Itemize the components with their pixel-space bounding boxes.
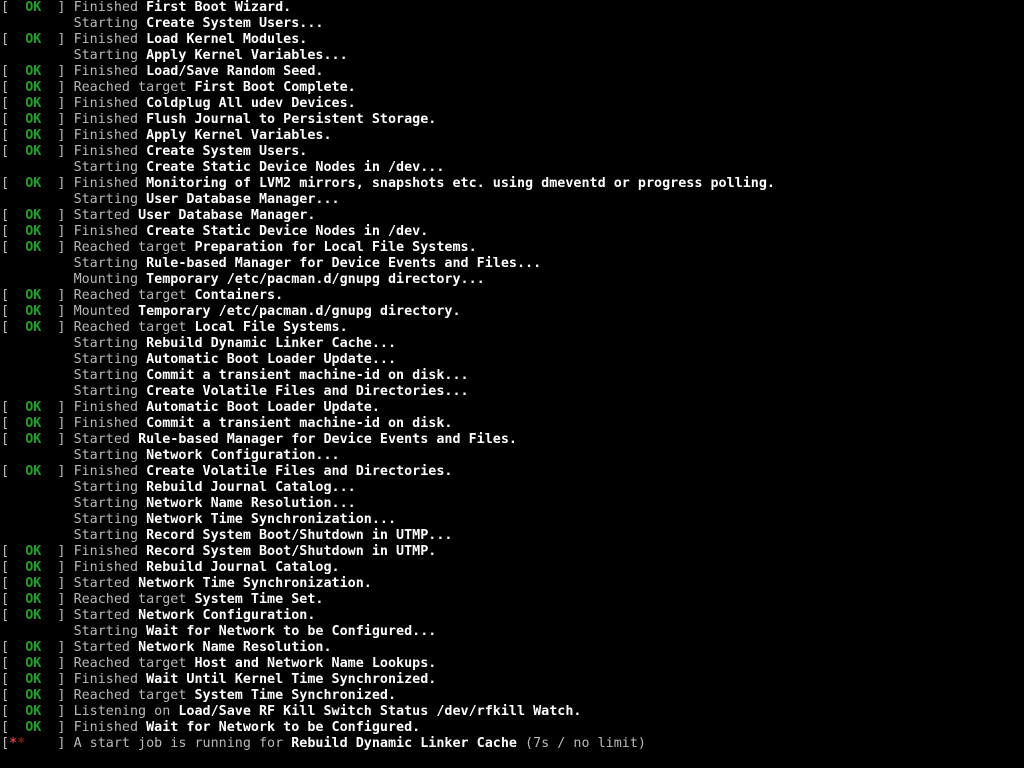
status-bracket-open: [ bbox=[1, 720, 26, 735]
status-ok-label: OK bbox=[25, 656, 42, 671]
unit-name: Network Time Synchronization. bbox=[138, 576, 372, 591]
unit-name: Wait for Network to be Configured... bbox=[146, 624, 437, 639]
status-bracket-close: ] bbox=[41, 592, 74, 607]
status-bracket-close: ] bbox=[41, 320, 74, 335]
boot-log-line bbox=[1, 448, 1024, 464]
log-verb: Finished bbox=[73, 400, 147, 415]
log-verb: Starting bbox=[73, 528, 147, 543]
log-verb: Finished bbox=[73, 0, 147, 15]
log-verb: Mounted bbox=[73, 304, 139, 319]
unit-name: System Time Set. bbox=[194, 592, 324, 607]
log-verb: Finished bbox=[73, 176, 147, 191]
log-verb: Mounting bbox=[73, 272, 147, 287]
unit-name: Network Configuration... bbox=[146, 448, 340, 463]
status-bracket-close: ] bbox=[41, 144, 74, 159]
boot-log-line bbox=[1, 736, 1024, 752]
status-bracket-open: [ bbox=[1, 320, 26, 335]
status-indent bbox=[1, 352, 74, 367]
boot-log-line bbox=[1, 192, 1024, 208]
status-bracket-close: ] bbox=[41, 176, 74, 191]
unit-name: Load/Save Random Seed. bbox=[146, 64, 324, 79]
boot-log-line bbox=[1, 32, 1024, 48]
boot-log-line bbox=[1, 96, 1024, 112]
unit-name: Rebuild Journal Catalog... bbox=[146, 480, 356, 495]
boot-log-line bbox=[1, 336, 1024, 352]
log-verb: Finished bbox=[73, 672, 147, 687]
status-bracket-open: [ bbox=[1, 240, 26, 255]
unit-name: Network Name Resolution. bbox=[138, 640, 332, 655]
status-indent bbox=[1, 384, 74, 399]
status-indent bbox=[1, 480, 74, 495]
boot-log-line bbox=[1, 16, 1024, 32]
log-verb: Started bbox=[73, 640, 139, 655]
status-bracket-close: ] bbox=[41, 640, 74, 655]
boot-log-line bbox=[1, 208, 1024, 224]
boot-log-line bbox=[1, 608, 1024, 624]
log-verb: Starting bbox=[73, 368, 147, 383]
boot-log-line bbox=[1, 48, 1024, 64]
unit-name: Create Volatile Files and Directories... bbox=[146, 384, 469, 399]
status-bracket-open: [ bbox=[1, 464, 26, 479]
boot-log-line bbox=[1, 288, 1024, 304]
status-bracket-close: ] bbox=[41, 304, 74, 319]
status-bracket-open: [ bbox=[1, 176, 26, 191]
boot-log-line bbox=[1, 368, 1024, 384]
boot-log-line bbox=[1, 256, 1024, 272]
boot-log-line bbox=[1, 144, 1024, 160]
spinner-asterisk-dim: * bbox=[17, 736, 26, 751]
status-ok-label: OK bbox=[25, 112, 42, 127]
unit-name: User Database Manager... bbox=[146, 192, 340, 207]
log-verb: A start job is running for bbox=[73, 736, 292, 751]
spinner-asterisk-bright: * bbox=[9, 736, 18, 751]
log-verb: Reached target bbox=[73, 80, 195, 95]
boot-log-line bbox=[1, 496, 1024, 512]
status-bracket-open: [ bbox=[1, 432, 26, 447]
unit-name: Monitoring of LVM2 mirrors, snapshots etc. using dmeventd or progress polling. bbox=[146, 176, 775, 191]
status-indent bbox=[1, 368, 74, 383]
boot-log-line bbox=[1, 112, 1024, 128]
boot-log-line bbox=[1, 128, 1024, 144]
log-verb: Starting bbox=[73, 16, 147, 31]
status-bracket-close: ] bbox=[41, 464, 74, 479]
status-bracket-open: [ bbox=[1, 304, 26, 319]
log-verb: Starting bbox=[73, 480, 147, 495]
unit-name: Rebuild Dynamic Linker Cache bbox=[291, 736, 517, 751]
unit-name: System Time Synchronized. bbox=[194, 688, 397, 703]
status-bracket-close: ] bbox=[41, 672, 74, 687]
status-bracket-close: ] bbox=[41, 704, 74, 719]
status-ok-label: OK bbox=[25, 592, 42, 607]
unit-name: First Boot Complete. bbox=[194, 80, 356, 95]
status-indent bbox=[1, 336, 74, 351]
boot-log-line bbox=[1, 384, 1024, 400]
boot-log-line bbox=[1, 160, 1024, 176]
status-bracket-open: [ bbox=[1, 576, 26, 591]
status-bracket-close: ] bbox=[41, 128, 74, 143]
boot-log-line bbox=[1, 416, 1024, 432]
status-bracket-open: [ bbox=[1, 704, 26, 719]
boot-log-line bbox=[1, 560, 1024, 576]
status-ok-label: OK bbox=[25, 96, 42, 111]
status-indent bbox=[1, 624, 74, 639]
status-ok-label: OK bbox=[25, 0, 42, 15]
status-bracket-close: ] bbox=[41, 400, 74, 415]
boot-log-line bbox=[1, 688, 1024, 704]
unit-name: Preparation for Local File Systems. bbox=[194, 240, 477, 255]
unit-name: Automatic Boot Loader Update. bbox=[146, 400, 380, 415]
status-bracket-open: [ bbox=[1, 656, 26, 671]
status-bracket-open: [ bbox=[1, 640, 26, 655]
log-verb: Reached target bbox=[73, 688, 195, 703]
log-verb: Finished bbox=[73, 224, 147, 239]
status-bracket-open: [ bbox=[1, 32, 26, 47]
boot-log-line bbox=[1, 272, 1024, 288]
unit-name: Record System Boot/Shutdown in UTMP... bbox=[146, 528, 453, 543]
status-bracket-close: ] bbox=[41, 432, 74, 447]
log-verb: Starting bbox=[73, 48, 147, 63]
log-verb: Finished bbox=[73, 32, 147, 47]
status-bracket-open: [ bbox=[1, 64, 26, 79]
log-verb: Finished bbox=[73, 560, 147, 575]
status-ok-label: OK bbox=[25, 464, 42, 479]
status-bracket-open: [ bbox=[1, 592, 26, 607]
status-ok-label: OK bbox=[25, 720, 42, 735]
status-bracket-open: [ bbox=[1, 96, 26, 111]
status-indent bbox=[1, 256, 74, 271]
log-verb: Finished bbox=[73, 544, 147, 559]
status-bracket-close: ] bbox=[41, 112, 74, 127]
status-indent bbox=[1, 496, 74, 511]
boot-log-line bbox=[1, 592, 1024, 608]
status-ok-label: OK bbox=[25, 400, 42, 415]
unit-name: Rebuild Journal Catalog. bbox=[146, 560, 340, 575]
unit-name: Local File Systems. bbox=[194, 320, 348, 335]
status-bracket-close: ] bbox=[41, 656, 74, 671]
status-indent bbox=[1, 528, 74, 543]
boot-log-line bbox=[1, 400, 1024, 416]
log-verb: Finished bbox=[73, 416, 147, 431]
status-bracket-close: ] bbox=[41, 288, 74, 303]
status-ok-label: OK bbox=[25, 640, 42, 655]
log-verb: Finished bbox=[73, 64, 147, 79]
unit-name: Create System Users... bbox=[146, 16, 324, 31]
log-verb: Reached target bbox=[73, 240, 195, 255]
status-indent bbox=[1, 16, 74, 31]
status-bracket-close: ] bbox=[25, 736, 74, 751]
boot-log-line bbox=[1, 656, 1024, 672]
log-verb: Starting bbox=[73, 192, 147, 207]
unit-name: Network Time Synchronization... bbox=[146, 512, 397, 527]
status-bracket-close: ] bbox=[41, 96, 74, 111]
unit-name: Containers. bbox=[194, 288, 284, 303]
status-ok-label: OK bbox=[25, 128, 42, 143]
unit-name: User Database Manager. bbox=[138, 208, 316, 223]
boot-log-line bbox=[1, 320, 1024, 336]
boot-log-line bbox=[1, 512, 1024, 528]
boot-log-line bbox=[1, 624, 1024, 640]
log-verb: Starting bbox=[73, 384, 147, 399]
status-bracket-close: ] bbox=[41, 208, 74, 223]
unit-name: Create Static Device Nodes in /dev. bbox=[146, 224, 429, 239]
log-verb: Reached target bbox=[73, 288, 195, 303]
unit-name: Wait Until Kernel Time Synchronized. bbox=[146, 672, 437, 687]
status-bracket-close: ] bbox=[41, 608, 74, 623]
status-ok-label: OK bbox=[25, 144, 42, 159]
status-bracket-close: ] bbox=[41, 240, 74, 255]
boot-log-line bbox=[1, 224, 1024, 240]
status-bracket-open: [ bbox=[1, 112, 26, 127]
status-ok-label: OK bbox=[25, 32, 42, 47]
status-bracket-close: ] bbox=[41, 32, 74, 47]
status-bracket-open: [ bbox=[1, 560, 26, 575]
log-verb: Reached target bbox=[73, 320, 195, 335]
log-verb: Starting bbox=[73, 336, 147, 351]
log-verb: Finished bbox=[73, 128, 147, 143]
status-ok-label: OK bbox=[25, 208, 42, 223]
boot-log-line bbox=[1, 464, 1024, 480]
unit-name: Commit a transient machine-id on disk. bbox=[146, 416, 453, 431]
unit-name: Create System Users. bbox=[146, 144, 308, 159]
boot-log-line bbox=[1, 176, 1024, 192]
status-bracket-close: ] bbox=[41, 544, 74, 559]
unit-name: Commit a transient machine-id on disk... bbox=[146, 368, 469, 383]
log-verb: Finished bbox=[73, 144, 147, 159]
log-verb: Reached target bbox=[73, 656, 195, 671]
status-bracket-close: ] bbox=[41, 560, 74, 575]
status-bracket-open: [ bbox=[1, 400, 26, 415]
status-bracket-open: [ bbox=[1, 128, 26, 143]
unit-name: Coldplug All udev Devices. bbox=[146, 96, 356, 111]
log-verb: Starting bbox=[73, 448, 147, 463]
log-verb: Starting bbox=[73, 352, 147, 367]
status-indent bbox=[1, 512, 74, 527]
boot-log-line bbox=[1, 576, 1024, 592]
status-bracket-open: [ bbox=[1, 208, 26, 223]
log-verb: Starting bbox=[73, 624, 147, 639]
status-bracket-open: [ bbox=[1, 544, 26, 559]
unit-name: Network Configuration. bbox=[138, 608, 316, 623]
unit-name: Temporary /etc/pacman.d/gnupg directory... bbox=[146, 272, 485, 287]
status-bracket-close: ] bbox=[41, 224, 74, 239]
status-bracket-open: [ bbox=[1, 80, 26, 95]
status-bracket-open: [ bbox=[1, 288, 26, 303]
status-bracket-open: [ bbox=[1, 0, 26, 15]
job-time-info: (7s / no limit) bbox=[516, 736, 646, 751]
log-verb: Starting bbox=[73, 160, 147, 175]
unit-name: Temporary /etc/pacman.d/gnupg directory. bbox=[138, 304, 461, 319]
status-ok-label: OK bbox=[25, 80, 42, 95]
boot-log-line bbox=[1, 720, 1024, 736]
status-bracket-open: [ bbox=[1, 736, 10, 751]
log-verb: Starting bbox=[73, 512, 147, 527]
unit-name: Load Kernel Modules. bbox=[146, 32, 308, 47]
status-bracket-close: ] bbox=[41, 720, 74, 735]
status-ok-label: OK bbox=[25, 576, 42, 591]
status-bracket-open: [ bbox=[1, 672, 26, 687]
boot-log-line bbox=[1, 352, 1024, 368]
boot-log-line bbox=[1, 528, 1024, 544]
unit-name: Flush Journal to Persistent Storage. bbox=[146, 112, 437, 127]
unit-name: First Boot Wizard. bbox=[146, 0, 292, 15]
console-output bbox=[1, 0, 1024, 768]
unit-name: Record System Boot/Shutdown in UTMP. bbox=[146, 544, 437, 559]
boot-log-line bbox=[1, 672, 1024, 688]
log-verb: Started bbox=[73, 432, 139, 447]
boot-log-line bbox=[1, 64, 1024, 80]
status-indent bbox=[1, 448, 74, 463]
status-bracket-close: ] bbox=[41, 80, 74, 95]
unit-name: Rebuild Dynamic Linker Cache... bbox=[146, 336, 397, 351]
unit-name: Wait for Network to be Configured. bbox=[146, 720, 421, 735]
status-ok-label: OK bbox=[25, 688, 42, 703]
log-verb: Starting bbox=[73, 496, 147, 511]
status-bracket-open: [ bbox=[1, 144, 26, 159]
status-ok-label: OK bbox=[25, 432, 42, 447]
unit-name: Network Name Resolution... bbox=[146, 496, 356, 511]
status-ok-label: OK bbox=[25, 704, 42, 719]
boot-log-line bbox=[1, 240, 1024, 256]
boot-log-line bbox=[1, 640, 1024, 656]
status-indent bbox=[1, 272, 74, 287]
log-verb: Finished bbox=[73, 112, 147, 127]
status-bracket-close: ] bbox=[41, 0, 74, 15]
status-ok-label: OK bbox=[25, 560, 42, 575]
status-ok-label: OK bbox=[25, 240, 42, 255]
unit-name: Host and Network Name Lookups. bbox=[194, 656, 437, 671]
status-bracket-close: ] bbox=[41, 416, 74, 431]
log-verb: Finished bbox=[73, 464, 147, 479]
unit-name: Create Static Device Nodes in /dev... bbox=[146, 160, 445, 175]
boot-log-line bbox=[1, 80, 1024, 96]
status-ok-label: OK bbox=[25, 288, 42, 303]
log-verb: Started bbox=[73, 208, 139, 223]
unit-name: Rule-based Manager for Device Events and Files. bbox=[138, 432, 517, 447]
status-ok-label: OK bbox=[25, 320, 42, 335]
boot-log-line bbox=[1, 704, 1024, 720]
unit-name: Rule-based Manager for Device Events and Files... bbox=[146, 256, 542, 271]
log-verb: Started bbox=[73, 608, 139, 623]
unit-name: Apply Kernel Variables... bbox=[146, 48, 348, 63]
status-indent bbox=[1, 48, 74, 63]
status-bracket-close: ] bbox=[41, 576, 74, 591]
boot-log-line bbox=[1, 544, 1024, 560]
status-ok-label: OK bbox=[25, 416, 42, 431]
status-bracket-close: ] bbox=[41, 64, 74, 79]
status-ok-label: OK bbox=[25, 672, 42, 687]
status-bracket-open: [ bbox=[1, 688, 26, 703]
log-verb: Listening on bbox=[73, 704, 179, 719]
boot-log-line bbox=[1, 432, 1024, 448]
status-ok-label: OK bbox=[25, 544, 42, 559]
boot-log-line bbox=[1, 304, 1024, 320]
status-ok-label: OK bbox=[25, 224, 42, 239]
status-bracket-open: [ bbox=[1, 416, 26, 431]
status-ok-label: OK bbox=[25, 176, 42, 191]
status-bracket-open: [ bbox=[1, 224, 26, 239]
log-verb: Started bbox=[73, 576, 139, 591]
unit-name: Create Volatile Files and Directories. bbox=[146, 464, 453, 479]
log-verb: Starting bbox=[73, 256, 147, 271]
unit-name: Apply Kernel Variables. bbox=[146, 128, 332, 143]
unit-name: Automatic Boot Loader Update... bbox=[146, 352, 397, 367]
status-indent bbox=[1, 160, 74, 175]
status-indent bbox=[1, 192, 74, 207]
log-verb: Finished bbox=[73, 96, 147, 111]
status-bracket-open: [ bbox=[1, 608, 26, 623]
status-ok-label: OK bbox=[25, 304, 42, 319]
status-bracket-close: ] bbox=[41, 688, 74, 703]
unit-name: Load/Save RF Kill Switch Status /dev/rfkill Watch. bbox=[178, 704, 582, 719]
status-ok-label: OK bbox=[25, 608, 42, 623]
status-ok-label: OK bbox=[25, 64, 42, 79]
log-verb: Reached target bbox=[73, 592, 195, 607]
boot-log-line bbox=[1, 480, 1024, 496]
boot-log-line bbox=[1, 0, 1024, 16]
log-verb: Finished bbox=[73, 720, 147, 735]
